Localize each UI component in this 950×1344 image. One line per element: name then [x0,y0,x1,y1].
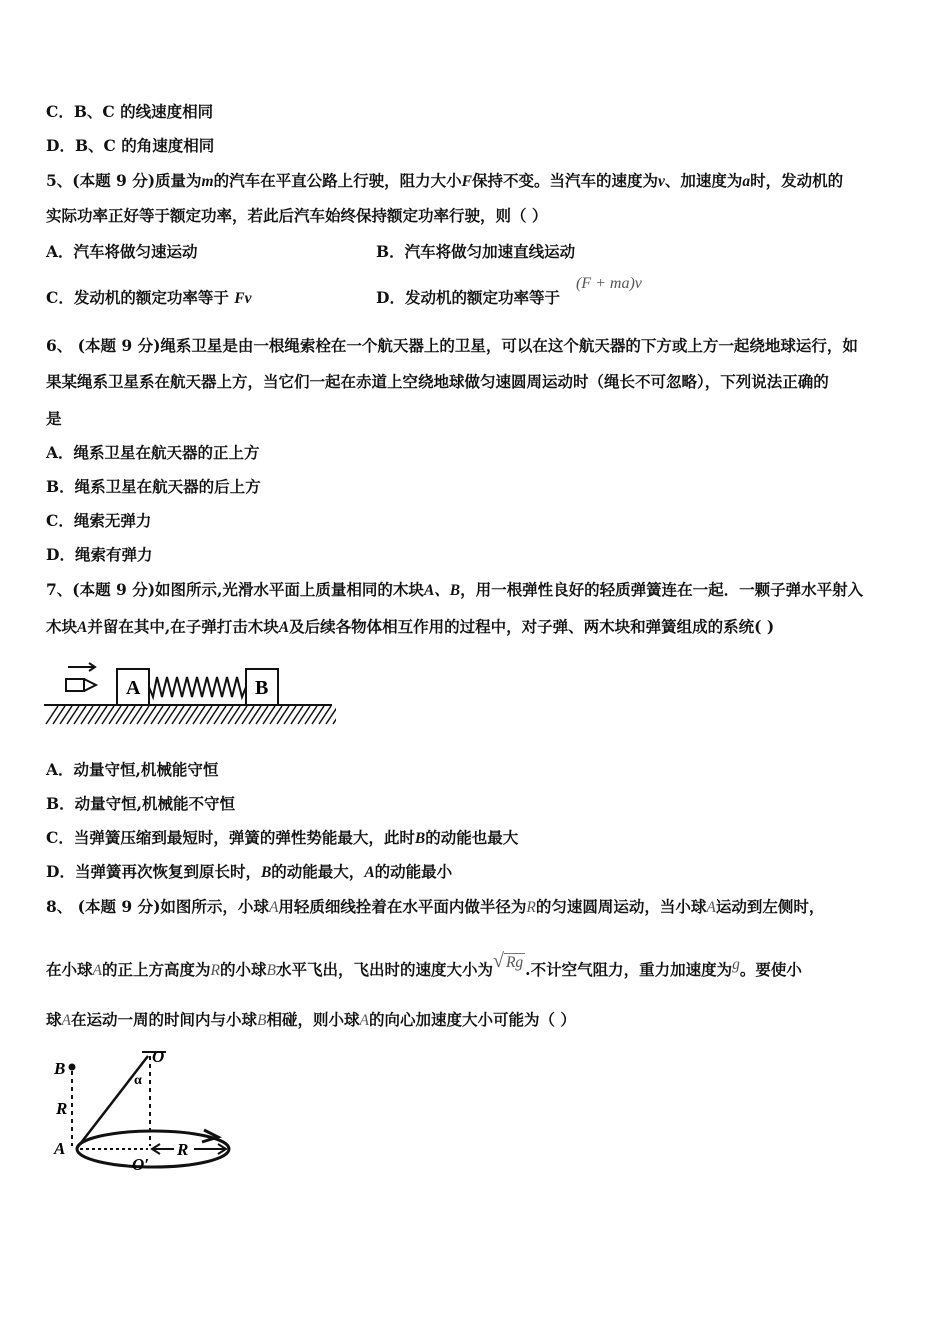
q8-stem-line3: 球A在运动一周的时间内与小球B相碰，则小球A的向心加速度大小可能为（ ） [46,1010,576,1029]
q5-option-c: C．发动机的额定功率等于 Fv [46,288,252,307]
q7-option-d: D．当弹簧再次恢复到原长时，B的动能最大，A的动能最小 [46,862,453,881]
q6-stem-line1: 6、 (本题 9 分)绳系卫星是由一根绳索栓在一个航天器上的卫星，可以在这个航天器的下方或上方一起绕地球运行，如 [46,336,858,355]
q7-stem-line1: 7、(本题 9 分)如图所示,光滑水平面上质量相同的木块A、B，用一根弹性良好的轻质弹簧连在一起．一颗子弹水平射入 [46,580,864,599]
q5-option-d-formula: (F + ma)v [576,275,642,292]
q5-option-a: A．汽车将做匀速运动 [46,242,198,261]
q5-stem-line1: 5、(本题 9 分)质量为m的汽车在平直公路上行驶，阻力大小F保持不变。当汽车的速度为v、加速度为a时，发动机的 [46,171,844,190]
block-b-label: B [255,677,269,699]
ball-b [69,1064,76,1071]
q7-figure [44,660,336,728]
q7-stem-line2: 木块A并留在其中,在子弹打击木块A及后续各物体相互作用的过程中，对子弹、两木块和弹簧组成的系统( ) [46,617,775,636]
q6-option-c: C．绳索无弹力 [46,511,152,530]
spring-icon [149,677,246,697]
q6-option-a: A．绳系卫星在航天器的正上方 [46,443,260,462]
label-r: R [177,1140,189,1159]
q6-option-d: D．绳索有弹力 [46,545,153,564]
block-a-label: A [126,677,141,699]
q7-option-b: B．动量守恒,机械能不守恒 [46,794,235,813]
ground-hatch [46,706,336,724]
q7-option-c: C．当弹簧压缩到最短时，弹簧的弹性势能最大，此时B的动能也最大 [46,828,519,847]
q8-stem-line2: 在小球A的正上方高度为R的小球B水平飞出，飞出时的速度大小为√ Rg .不计空气阻力，重力加速度为g。要使小 [46,950,802,979]
q8-stem-line1: 8、 (本题 9 分)如图所示，小球A用轻质细线拴着在水平面内做半径为R的匀速圆周运动，当小球A运动到左侧时， [46,897,825,916]
q4-option-c: C．B、C 的线速度相同 [46,102,214,121]
label-b: B [54,1059,66,1078]
q6-stem-line2: 果某绳系卫星系在航天器上方，当它们一起在赤道上空绕地球做匀速圆周运动时（绳长不可忽略），下列说法正确的 [46,372,829,391]
q8-sqrt-formula: √ Rg [492,950,524,972]
label-o: O [152,1047,165,1066]
label-o-prime: O′ [132,1155,150,1174]
label-a: A [54,1139,66,1158]
label-r-left: R [56,1099,68,1118]
q5-stem-line2: 实际功率正好等于额定功率，若此后汽车始终保持额定功率行驶，则（ ） [46,206,548,225]
q5-option-d: D．发动机的额定功率等于 [376,288,560,307]
label-alpha: α [134,1073,142,1088]
q8-figure [44,1042,240,1182]
q7-option-a: A．动量守恒,机械能守恒 [46,760,219,779]
q4-option-d: D．B、C 的角速度相同 [46,136,215,155]
q5-option-b: B．汽车将做匀加速直线运动 [376,242,576,261]
bullet-icon [66,663,96,691]
q6-stem-line3: 是 [46,409,62,428]
q6-option-b: B．绳系卫星在航天器的后上方 [46,477,261,496]
